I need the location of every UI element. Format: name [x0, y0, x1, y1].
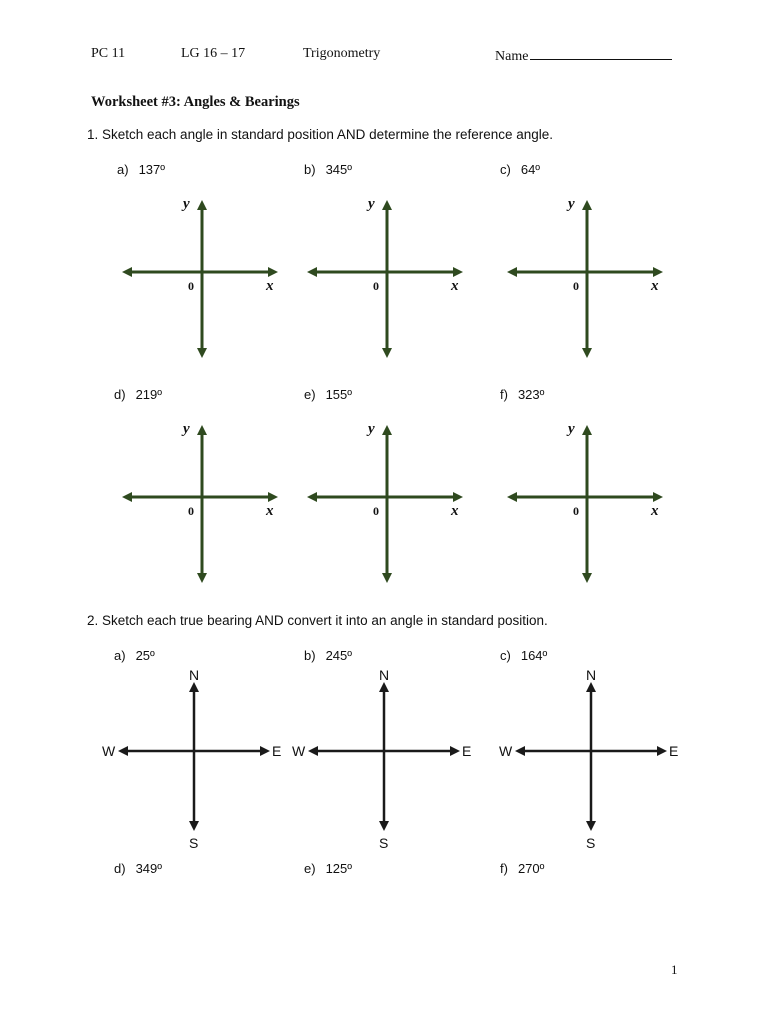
south-label: S: [189, 835, 199, 851]
page-number: 1: [671, 962, 678, 977]
arrow-south-icon: [189, 821, 199, 831]
south-label: S: [586, 835, 596, 851]
origin-label: 0: [573, 279, 579, 293]
name-label: Name: [495, 49, 529, 64]
item-value: 25º: [135, 648, 155, 663]
arrow-left-icon: [122, 267, 132, 277]
item-value: 323º: [517, 387, 545, 402]
north-label: N: [189, 667, 200, 683]
arrow-west-icon: [308, 746, 318, 756]
question-1-text: 1. Sketch each angle in standard position AND determine the reference angle.: [87, 127, 554, 142]
y-axis-label: y: [568, 421, 575, 437]
q2-item-f: [500, 861, 544, 876]
arrow-right-icon: [653, 267, 663, 277]
x-axis-label: x: [266, 503, 274, 519]
q1-item-f: [500, 387, 544, 402]
arrow-down-icon: [197, 573, 207, 583]
arrow-up-icon: [582, 200, 592, 210]
arrow-up-icon: [197, 425, 207, 435]
origin-label: 0: [373, 504, 379, 518]
arrow-north-icon: [379, 682, 389, 692]
item-value: 125º: [325, 861, 353, 876]
origin-label: 0: [188, 504, 194, 518]
y-axis-label: y: [183, 196, 190, 212]
arrow-up-icon: [382, 200, 392, 210]
compass-c: [497, 665, 677, 855]
arrow-down-icon: [582, 348, 592, 358]
cartesian-axes-b: [307, 194, 467, 364]
item-value: 155º: [325, 387, 353, 402]
y-axis-label: y: [368, 196, 375, 212]
q1-item-d: [114, 387, 162, 402]
arrow-west-icon: [515, 746, 525, 756]
arrow-up-icon: [382, 425, 392, 435]
cartesian-axes-d: [122, 419, 282, 589]
arrow-left-icon: [122, 492, 132, 502]
q1-item-e: [304, 387, 352, 402]
west-label: W: [499, 743, 513, 759]
item-label: f): [500, 861, 508, 876]
arrow-down-icon: [582, 573, 592, 583]
arrow-south-icon: [379, 821, 389, 831]
name-blank-line: [530, 46, 672, 60]
q1-item-c: [500, 162, 540, 177]
compass-b: [290, 665, 470, 855]
cartesian-axes-c: [507, 194, 667, 364]
arrow-left-icon: [307, 492, 317, 502]
cartesian-axes-f: [507, 419, 667, 589]
x-axis-label: x: [451, 503, 459, 519]
arrow-north-icon: [586, 682, 596, 692]
item-label: e): [304, 861, 316, 876]
arrow-west-icon: [118, 746, 128, 756]
item-value: 245º: [325, 648, 353, 663]
arrow-right-icon: [453, 492, 463, 502]
arrow-right-icon: [268, 267, 278, 277]
q2-item-e: [304, 861, 352, 876]
item-label: b): [304, 162, 316, 177]
item-label: b): [304, 648, 316, 663]
item-label: c): [500, 648, 511, 663]
item-label: e): [304, 387, 316, 402]
arrow-right-icon: [453, 267, 463, 277]
north-label: N: [379, 667, 390, 683]
east-label: E: [669, 743, 679, 759]
name-field: [495, 46, 672, 65]
x-axis-label: x: [451, 278, 459, 294]
arrow-up-icon: [197, 200, 207, 210]
arrow-south-icon: [586, 821, 596, 831]
topic: Trigonometry: [303, 46, 381, 61]
arrow-east-icon: [450, 746, 460, 756]
item-value: 164º: [520, 648, 548, 663]
q2-item-a: [114, 648, 155, 663]
east-label: E: [462, 743, 472, 759]
east-label: E: [272, 743, 282, 759]
arrow-left-icon: [307, 267, 317, 277]
arrow-right-icon: [653, 492, 663, 502]
worksheet-title: Worksheet #3: Angles & Bearings: [91, 94, 300, 110]
cartesian-axes-e: [307, 419, 467, 589]
item-value: 137º: [138, 162, 166, 177]
arrow-left-icon: [507, 492, 517, 502]
west-label: W: [292, 743, 306, 759]
q1-item-a: [117, 162, 165, 177]
origin-label: 0: [373, 279, 379, 293]
arrow-right-icon: [268, 492, 278, 502]
west-label: W: [102, 743, 116, 759]
origin-label: 0: [573, 504, 579, 518]
item-value: 345º: [325, 162, 353, 177]
course-code: PC 11: [91, 46, 126, 61]
item-value: 64º: [520, 162, 541, 177]
y-axis-label: y: [368, 421, 375, 437]
y-axis-label: y: [183, 421, 190, 437]
question-2-text: 2. Sketch each true bearing AND convert it into an angle in standard position.: [87, 613, 548, 628]
item-value: 219º: [135, 387, 163, 402]
arrow-down-icon: [382, 573, 392, 583]
item-label: d): [114, 861, 126, 876]
item-label: f): [500, 387, 508, 402]
learning-goal: LG 16 – 17: [181, 46, 246, 61]
arrow-left-icon: [507, 267, 517, 277]
arrow-north-icon: [189, 682, 199, 692]
x-axis-label: x: [651, 503, 659, 519]
arrow-down-icon: [382, 348, 392, 358]
y-axis-label: y: [568, 196, 575, 212]
item-label: a): [117, 162, 129, 177]
q2-item-d: [114, 861, 162, 876]
item-label: d): [114, 387, 126, 402]
north-label: N: [586, 667, 597, 683]
item-label: c): [500, 162, 511, 177]
item-value: 349º: [135, 861, 163, 876]
south-label: S: [379, 835, 389, 851]
arrow-east-icon: [260, 746, 270, 756]
q2-item-b: [304, 648, 352, 663]
compass-a: [100, 665, 280, 855]
x-axis-label: x: [651, 278, 659, 294]
cartesian-axes-a: [122, 194, 282, 364]
q2-item-c: [500, 648, 547, 663]
origin-label: 0: [188, 279, 194, 293]
x-axis-label: x: [266, 278, 274, 294]
item-label: a): [114, 648, 126, 663]
q1-item-b: [304, 162, 352, 177]
item-value: 270º: [517, 861, 545, 876]
arrow-east-icon: [657, 746, 667, 756]
arrow-down-icon: [197, 348, 207, 358]
arrow-up-icon: [582, 425, 592, 435]
